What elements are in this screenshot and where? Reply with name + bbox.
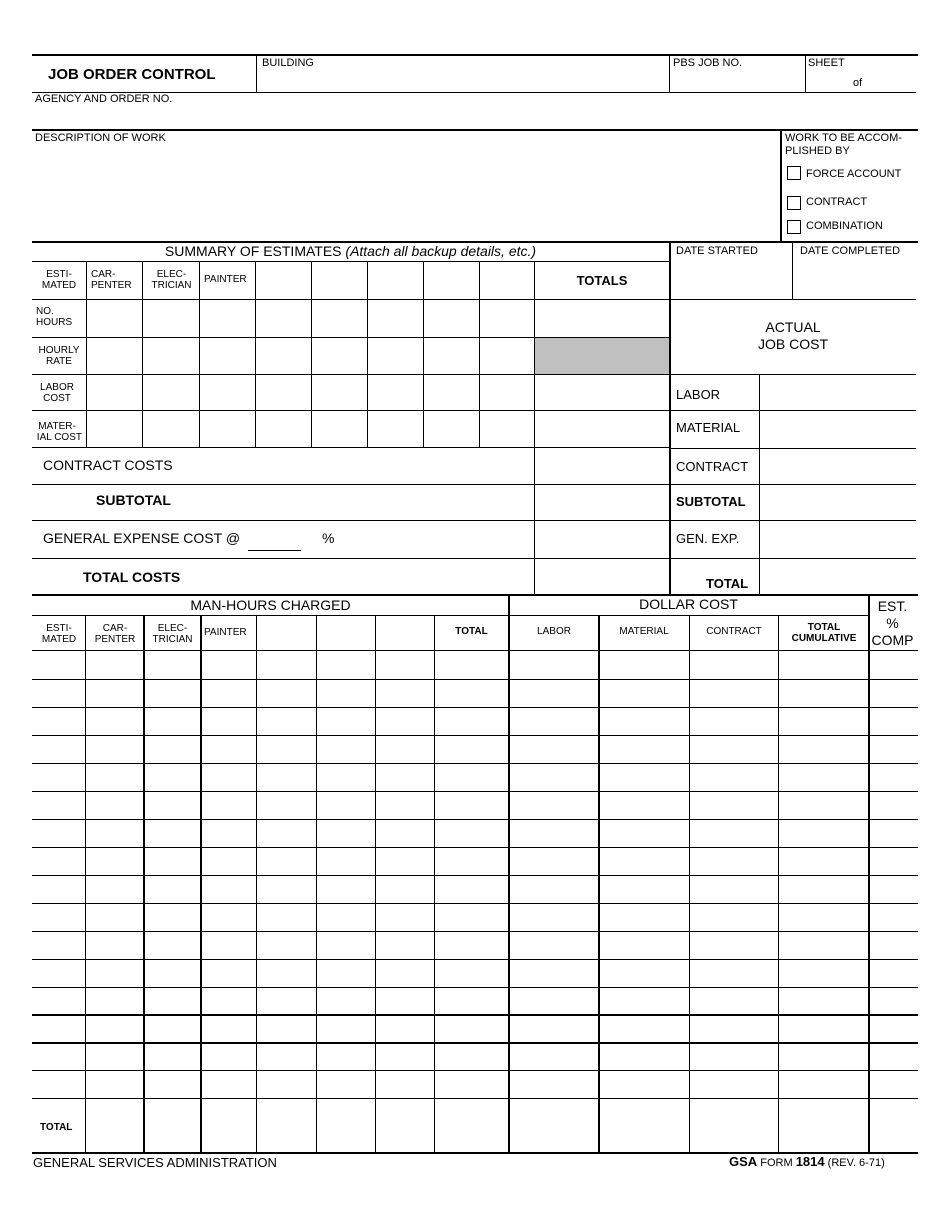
pbs-job-field[interactable] bbox=[671, 70, 803, 92]
total-costs-label: TOTAL COSTS bbox=[83, 569, 181, 585]
subtotal-label: SUBTOTAL bbox=[96, 492, 171, 508]
actual-total-label: TOTAL bbox=[706, 576, 749, 591]
charged-carpenter-header: CAR- bbox=[102, 623, 128, 634]
force-account-label: FORCE ACCOUNT bbox=[806, 168, 902, 180]
painter-col-header: PAINTER bbox=[204, 274, 247, 285]
sheet-label: SHEET bbox=[808, 57, 845, 69]
electrician-col-header-2: TRICIAN bbox=[151, 280, 192, 291]
actual-material-label: MATERIAL bbox=[676, 420, 741, 435]
totals-col-header: TOTALS bbox=[576, 273, 628, 288]
form-number: GSA FORM 1814 (REV. 6-71) bbox=[729, 1154, 885, 1169]
combination-label: COMBINATION bbox=[806, 220, 883, 232]
general-expense-label: GENERAL EXPENSE COST @ bbox=[43, 530, 241, 546]
actual-labor-label: LABOR bbox=[676, 387, 721, 402]
agency-field[interactable] bbox=[34, 106, 914, 128]
sheet-number-field[interactable] bbox=[810, 70, 850, 92]
force-account-checkbox[interactable] bbox=[787, 166, 801, 180]
hourly-rate-label: HOURLY bbox=[38, 345, 80, 356]
date-started-field[interactable] bbox=[672, 260, 790, 298]
charged-material-header: MATERIAL bbox=[619, 626, 669, 637]
sheet-total-field[interactable] bbox=[866, 70, 914, 92]
electrician-col-header: ELEC- bbox=[156, 269, 187, 280]
pbs-job-label: PBS JOB NO. bbox=[673, 57, 743, 69]
actual-subtotal-label: SUBTOTAL bbox=[676, 494, 746, 509]
general-expense-percent-field[interactable] bbox=[248, 532, 301, 549]
no-hours-label-2: HOURS bbox=[36, 317, 73, 328]
charged-est-header: ESTI- bbox=[46, 623, 72, 634]
charged-est-header-2: MATED bbox=[41, 634, 77, 645]
contract-checkbox[interactable] bbox=[787, 196, 801, 210]
description-field[interactable] bbox=[34, 146, 778, 238]
charged-contract-header: CONTRACT bbox=[706, 626, 762, 637]
hourly-rate-label-2: RATE bbox=[46, 356, 72, 367]
agency-label: AGENCY AND ORDER NO. bbox=[35, 93, 173, 105]
actual-title-2: JOB COST bbox=[757, 336, 828, 352]
material-cost-label: MATER- bbox=[38, 421, 76, 432]
labor-cost-label-2: COST bbox=[43, 393, 71, 404]
date-completed-field[interactable] bbox=[795, 260, 915, 298]
manhours-title: MAN-HOURS CHARGED bbox=[190, 597, 351, 613]
labor-cost-label: LABOR bbox=[40, 382, 74, 393]
combination-checkbox[interactable] bbox=[787, 220, 801, 234]
date-completed-label: DATE COMPLETED bbox=[800, 245, 901, 257]
charged-total-header: TOTAL bbox=[455, 626, 488, 637]
building-label: BUILDING bbox=[262, 57, 314, 69]
est-comp-header-3: COMP bbox=[871, 632, 914, 648]
carpenter-col-header: CAR- bbox=[91, 269, 116, 280]
charged-total-row-label: TOTAL bbox=[40, 1122, 73, 1133]
summary-title: SUMMARY OF ESTIMATES (Attach all backup details, etc.) bbox=[164, 243, 537, 259]
est-col-header-2: MATED bbox=[41, 280, 77, 291]
percent-sign: % bbox=[322, 530, 335, 546]
actual-gen-exp-label: GEN. EXP. bbox=[676, 531, 740, 546]
contract-costs-label: CONTRACT COSTS bbox=[43, 457, 173, 473]
est-col-header: ESTI- bbox=[46, 269, 72, 280]
work-by-label: WORK TO BE ACCOM- bbox=[785, 132, 902, 144]
form-title: JOB ORDER CONTROL bbox=[48, 66, 216, 83]
charged-painter-header: PAINTER bbox=[204, 627, 247, 638]
est-comp-header: EST. bbox=[877, 598, 908, 614]
sheet-of-label: of bbox=[853, 77, 863, 89]
actual-title: ACTUAL bbox=[765, 319, 821, 335]
description-label: DESCRIPTION OF WORK bbox=[35, 132, 166, 144]
contract-label: CONTRACT bbox=[806, 196, 868, 208]
hourly-rate-total-shaded bbox=[535, 338, 669, 374]
building-field[interactable] bbox=[258, 70, 666, 92]
charged-electrician-header: ELEC- bbox=[157, 623, 188, 634]
carpenter-col-header-2: PENTER bbox=[91, 280, 132, 291]
material-cost-label-2: IAL COST bbox=[36, 432, 82, 443]
footer-agency: GENERAL SERVICES ADMINISTRATION bbox=[33, 1155, 277, 1170]
actual-contract-label: CONTRACT bbox=[676, 459, 749, 474]
charged-electrician-header-2: TRICIAN bbox=[152, 634, 193, 645]
charged-total-cumulative-header: TOTAL bbox=[807, 622, 841, 633]
est-comp-header-2: % bbox=[886, 615, 899, 631]
no-hours-label: NO. bbox=[36, 306, 54, 317]
dollar-cost-title: DOLLAR COST bbox=[639, 596, 738, 612]
charged-total-cumulative-header-2: CUMULATIVE bbox=[791, 633, 857, 644]
charged-labor-header: LABOR bbox=[537, 626, 571, 637]
date-started-label: DATE STARTED bbox=[676, 245, 758, 257]
charged-carpenter-header-2: PENTER bbox=[94, 634, 136, 645]
work-by-label-2: PLISHED BY bbox=[785, 145, 850, 157]
